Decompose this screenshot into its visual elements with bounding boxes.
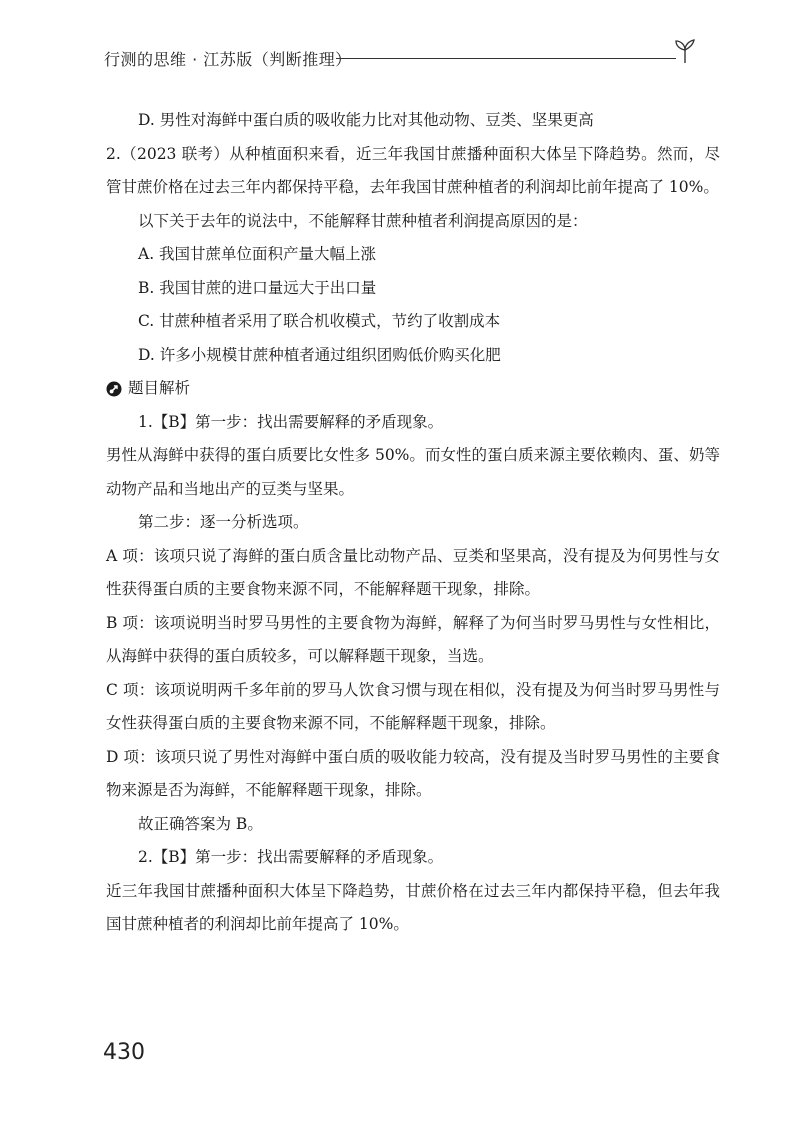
option-d-q2: D. 许多小规模甘蔗种植者通过组织团购低价购买化肥 (138, 345, 501, 364)
answer-2-contradiction: 近三年我国甘蔗播种面积大体呈下降趋势，甘蔗价格在过去三年内都保持平稳，但去年我国甘蔗种植者的利润却比前年提高了 10%。 (106, 881, 720, 933)
analysis-heading-label: 题目解析 (128, 379, 191, 397)
option-c-q2: C. 甘蔗种植者采用了联合机收模式，节约了收割成本 (138, 312, 501, 330)
answer-1-conclusion: 故正确答案为 B。 (138, 814, 263, 833)
question-2-stem: 2.（2023 联考）从种植面积来看，近三年我国甘蔗播种面积大体呈下降趋势。然而，尽管甘蔗价格在过去三年内都保持平稳，去年我国甘蔗种植者的利润却比前年提高了 10%。 (106, 144, 720, 196)
option-d-q1: D. 男性对海鲜中蛋白质的吸收能力比对其他动物、豆类、坚果更高 (138, 111, 594, 129)
answer-1-contradiction: 男性从海鲜中获得的蛋白质要比女性多 50%。而女性的蛋白质来源主要依赖肉、蛋、奶等动物产品和当地出产的豆类与坚果。 (106, 446, 720, 498)
running-header (104, 43, 712, 75)
running-header-title: 行测的思维 · 江苏版（判断推理） (104, 50, 352, 69)
sprout-icon (670, 37, 700, 67)
answer-2-step-1: 2.【B】第一步：找出需要解释的矛盾现象。 (138, 848, 444, 866)
answer-1-option-d: D 项：该项只说了男性对海鲜中蛋白质的吸收能力较高，没有提及当时罗马男性的主要食物来源是否为海鲜，不能解释题干现象，排除。 (106, 747, 720, 799)
answer-1-step-1: 1.【B】第一步：找出需要解释的矛盾现象。 (138, 412, 444, 431)
answer-1-option-b: B 项：该项说明当时罗马男性的主要食物为海鲜，解释了为何当时罗马男性与女性相比，从海鲜中获得的蛋白质较多，可以解释题干现象，当选。 (106, 613, 720, 665)
page-number: 430 (103, 1040, 145, 1065)
question-2-prompt: 以下关于去年的说法中，不能解释甘蔗种植者利润提高原因的是： (138, 211, 588, 230)
analysis-badge-icon (106, 381, 122, 397)
page-body (106, 104, 720, 942)
answer-1-option-c: C 项：该项说明两千多年前的罗马人饮食习惯与现在相似，没有提及为何当时罗马男性与女性获得蛋白质的主要食物来源不同，不能解释题干现象，排除。 (106, 680, 720, 732)
option-b-q2: B. 我国甘蔗的进口量远大于出口量 (138, 278, 377, 297)
answer-1-step-2: 第二步：逐一分析选项。 (138, 513, 309, 531)
answer-1-option-a: A 项：该项只说了海鲜的蛋白质含量比动物产品、豆类和坚果高，没有提及为何男性与女性获得蛋白质的主要食物来源不同，不能解释题干现象，排除。 (106, 546, 720, 598)
analysis-heading (106, 372, 720, 406)
header-divider (336, 58, 676, 59)
option-a-q2: A. 我国甘蔗单位面积产量大幅上涨 (138, 245, 377, 263)
